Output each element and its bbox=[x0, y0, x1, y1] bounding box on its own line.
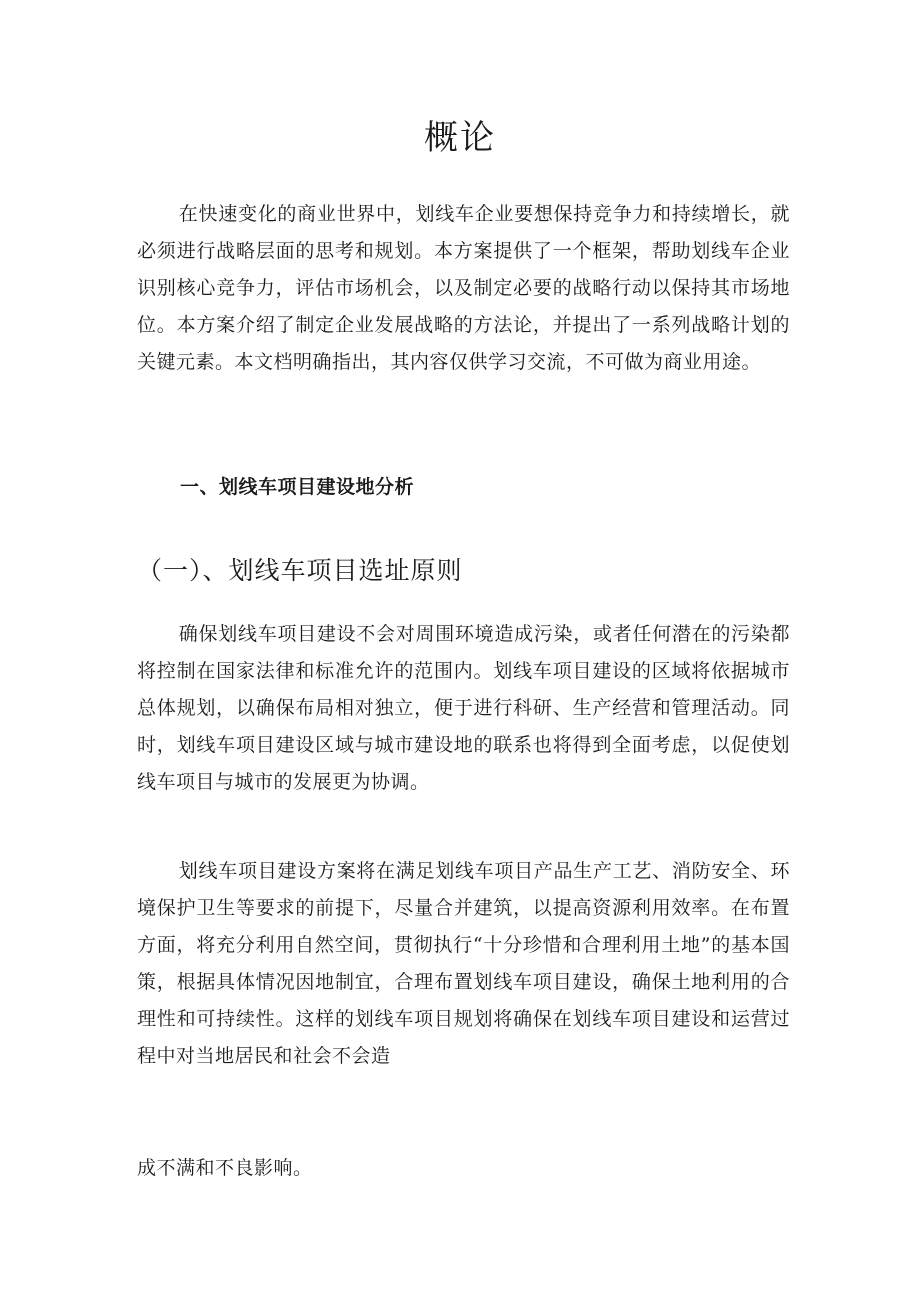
intro-paragraph: 在快速变化的商业世界中，划线车企业要想保持竞争力和持续增长，就必须进行战略层面的思考和规划。本方案提供了一个框架，帮助划线车企业识别核心竞争力，评估市场机会，以及制定必要的战略行动以保持其市场地位。本方案介绍了制定企业发展战略的方法论，并提出了一系列战略计划的关键元素。本文档明确指出，其内容仅供学习交流，不可做为商业用途。 bbox=[137, 203, 790, 373]
section-heading: 一、划线车项目建设地分析 bbox=[180, 476, 415, 498]
body-paragraph-2-tail: 成不满和不良影响。 bbox=[137, 1157, 313, 1179]
page-title: 概论 bbox=[424, 118, 496, 158]
subsection-heading: （一）、划线车项目选址原则 bbox=[137, 556, 463, 585]
body-paragraph-2: 划线车项目建设方案将在满足划线车项目产品生产工艺、消防安全、环境保护卫生等要求的前提下，尽量合并建筑，以提高资源利用效率。在布置方面，将充分利用自然空间，贯彻执行“十分珍惜和合理利用土地”的基本国策，根据具体情况因地制宜，合理布置划线车项目建设，确保土地利用的合理性和可持续性。这样的划线车项目规划将确保在划线车项目建设和运营过程中对当地居民和社会不会造 bbox=[137, 860, 790, 1067]
body-paragraph-1: 确保划线车项目建设不会对周围环境造成污染，或者任何潜在的污染都将控制在国家法律和标准允许的范围内。划线车项目建设的区域将依据城市总体规划，以确保布局相对独立，便于进行科研、生产经营和管理活动。同时，划线车项目建设区域与城市建设地的联系也将得到全面考虑，以促使划线车项目与城市的发展更为协调。 bbox=[137, 623, 790, 793]
